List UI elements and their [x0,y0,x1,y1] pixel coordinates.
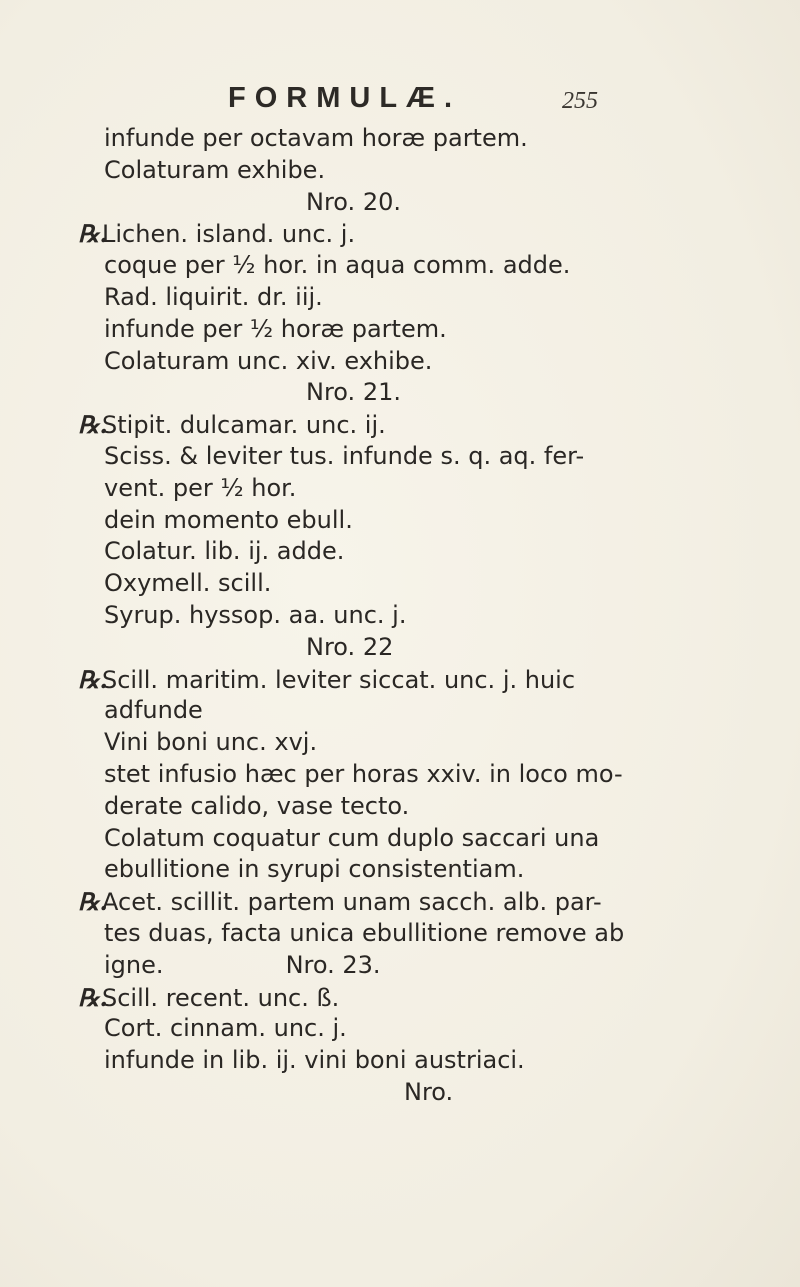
line-text: igne. Nro. 23. [104,950,381,979]
line-text: Acet. scillit. partem unam sacch. alb. par- [102,888,602,917]
text-line [104,505,744,537]
line-text: Sciss. & leviter tus. infunde s. q. aq. fer- [104,441,585,470]
line-text: Cort. cinnam. unc. j. [104,1014,347,1043]
line-text: Stipit. dulcamar. unc. ij. [102,411,386,440]
line-text: ebullitione in syrupi consistentiam. [104,855,525,884]
line-text: Syrup. hyssop. aa. unc. j. [104,600,407,629]
text-line [78,886,744,918]
text-line [104,854,744,886]
catchword [104,1077,744,1109]
recipe-symbol: ℞. [78,887,108,917]
formula-number [104,632,744,664]
text-line [104,823,744,855]
text-line [78,664,744,696]
line-text: adfunde [104,696,203,725]
running-header: FORMULÆ. [228,82,462,114]
line-text: Scill. maritim. leviter siccat. unc. j. huic [102,665,576,694]
line-text: tes duas, facta unica ebullitione remove ab [104,918,625,947]
line-text: infunde per ½ horæ partem. [104,314,447,343]
text-line [104,727,744,759]
line-text: Oxymell. scill. [104,569,272,598]
text-line [104,314,744,346]
prescription-text [78,123,744,1109]
text-line [104,155,744,187]
text-line [78,409,744,441]
line-text: Colatum coquatur cum duplo saccari una [104,823,600,852]
formula-number [104,187,744,219]
line-text: Colaturam exhibe. [104,155,326,184]
line-text: derate calido, vase tecto. [104,791,410,820]
text-line [104,1045,744,1077]
line-text: Nro. 21. [306,378,401,407]
text-line [104,441,744,473]
recipe-symbol: ℞. [78,219,108,249]
line-text: dein momento ebull. [104,505,353,534]
line-text: Nro. [404,1077,454,1106]
text-line [104,346,744,378]
line-text: infunde per octavam horæ partem. [104,124,528,152]
line-text: vent. per ½ hor. [104,473,297,502]
page-number: 255 [562,88,598,114]
text-line [104,791,744,823]
text-line [104,1013,744,1045]
text-line [104,282,744,314]
text-line [104,536,744,568]
line-text: coque per ½ hor. in aqua comm. adde. [104,251,571,280]
line-text: Scill. recent. unc. ß. [102,983,340,1012]
recipe-symbol: ℞. [78,410,108,440]
text-line [104,600,744,632]
line-text: Lichen. island. unc. j. [102,220,356,249]
line-text: Rad. liquirit. dr. iij. [104,282,323,311]
text-line [104,918,744,950]
line-text: Nro. 20. [306,187,401,216]
text-line [104,568,744,600]
line-text: Vini boni unc. xvj. [104,728,318,757]
text-line [104,695,744,727]
text-line [104,123,744,155]
text-line [104,250,744,282]
line-text: Nro. 22 [306,632,394,661]
recipe-symbol: ℞. [78,982,108,1012]
line-text: infunde in lib. ij. vini boni austriaci. [104,1046,525,1075]
text-line [104,759,744,791]
text-line [104,473,744,505]
formula-number [104,377,744,409]
line-text: stet infusio hæc per horas xxiv. in loco mo- [104,759,623,788]
text-line [78,218,744,250]
text-line [78,982,744,1014]
recipe-symbol: ℞. [78,664,108,694]
line-text: Colatur. lib. ij. adde. [104,537,345,566]
text-line [104,950,744,982]
line-text: Colaturam unc. xiv. exhibe. [104,346,433,375]
